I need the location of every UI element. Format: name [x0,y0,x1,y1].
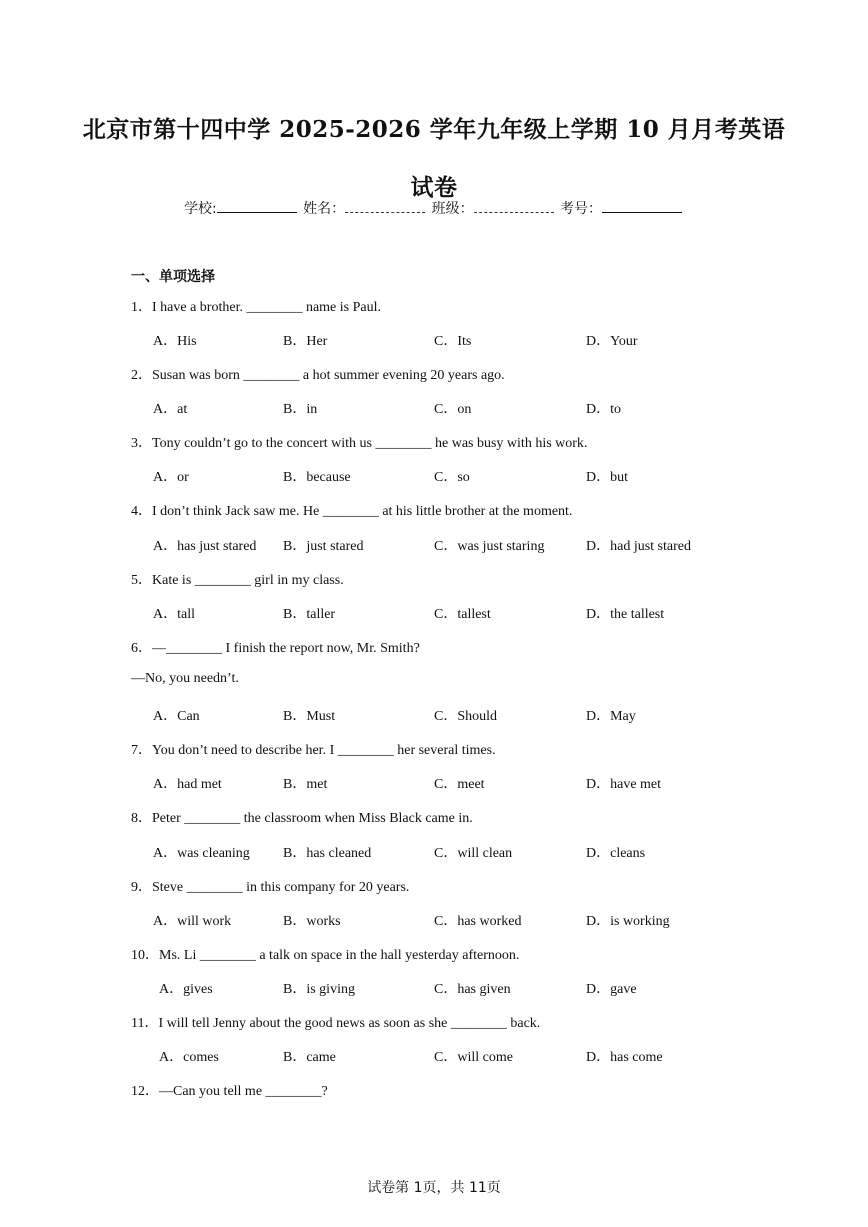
option-d[interactable]: D．has come [586,1050,663,1065]
option-c[interactable]: C．tallest [434,607,491,622]
question-stem: 3．Tony couldn’t go to the concert with us ________ he was busy with his work. [131,436,588,451]
option-a[interactable]: A．tall [153,607,195,622]
school-field[interactable] [217,198,297,213]
option-a[interactable]: A．will work [153,914,232,929]
option-d[interactable]: D．is working [586,914,670,929]
question-stem: 5．Kate is ________ girl in my class. [131,573,344,588]
question-stem: 10．Ms. Li ________ a talk on space in the hall yesterday afternoon. [131,948,520,963]
option-c[interactable]: C．so [434,470,470,485]
name-field[interactable] [345,198,425,213]
question-stem: 12．—Can you tell me ________? [131,1084,328,1099]
name-label: 姓名： [303,201,346,217]
option-b[interactable]: B．because [283,470,351,485]
option-d[interactable]: D．had just stared [586,539,691,554]
question-stem: 7．You don’t need to describe her. I ________ her several times. [131,743,496,758]
question-stem: 2．Susan was born ________ a hot summer evening 20 years ago. [131,368,505,383]
exam-number-label: 考号： [560,201,603,217]
exam-title [0,112,868,206]
exam-number-field[interactable] [602,198,682,213]
question-stem: 9．Steve ________ in this company for 20 years. [131,880,410,895]
option-b[interactable]: B．works [283,914,341,929]
option-d[interactable]: D．Your [586,334,638,349]
option-b[interactable]: B．Must [283,709,336,724]
title-line-1: 北京市第十四中学 2025-2026 学年九年级上学期 10 月月考英语 [82,116,786,143]
section-heading: 一、单项选择 [131,269,215,285]
option-c[interactable]: C．will come [434,1050,513,1065]
option-d[interactable]: D．cleans [586,846,646,861]
option-c[interactable]: C．Its [434,334,472,349]
option-c[interactable]: C．has given [434,982,511,997]
option-a[interactable]: A．His [153,334,197,349]
option-c[interactable]: C．on [434,402,472,417]
option-a[interactable]: A．gives [159,982,213,997]
option-d[interactable]: D．the tallest [586,607,665,622]
option-a[interactable]: A．has just stared [153,539,257,554]
option-c[interactable]: C．meet [434,777,485,792]
question-stem-reply: —No, you needn’t. [131,671,239,686]
option-d[interactable]: D．but [586,470,628,485]
option-b[interactable]: B．just stared [283,539,364,554]
option-a[interactable]: A．had met [153,777,222,792]
option-c[interactable]: C．Should [434,709,498,724]
option-c[interactable]: C．was just staring [434,539,545,554]
school-label: 学校: [183,201,217,217]
student-info-row [0,198,868,219]
question-stem: 8．Peter ________ the classroom when Miss Black came in. [131,811,473,826]
option-a[interactable]: A．comes [159,1050,219,1065]
option-a[interactable]: A．at [153,402,188,417]
page-footer: 试卷第 1页，共 11页 [367,1180,501,1196]
option-a[interactable]: A．was cleaning [153,846,250,861]
option-c[interactable]: C．has worked [434,914,522,929]
question-stem: 11．I will tell Jenny about the good news as soon as she ________ back. [131,1016,541,1031]
option-a[interactable]: A．Can [153,709,200,724]
class-label: 班级： [431,201,474,217]
option-c[interactable]: C．will clean [434,846,513,861]
option-b[interactable]: B．is giving [283,982,355,997]
option-d[interactable]: D．gave [586,982,637,997]
question-stem: 6．—________ I finish the report now, Mr. Smith? [131,641,420,656]
option-b[interactable]: B．taller [283,607,336,622]
option-a[interactable]: A．or [153,470,189,485]
question-stem: 4．I don’t think Jack saw me. He ________ at his little brother at the moment. [131,504,573,519]
title-line-2: 试卷 [410,174,458,201]
option-d[interactable]: D．have met [586,777,662,792]
option-b[interactable]: B．has cleaned [283,846,372,861]
option-b[interactable]: B．Her [283,334,328,349]
option-d[interactable]: D．to [586,402,621,417]
option-b[interactable]: B．met [283,777,328,792]
option-b[interactable]: B．came [283,1050,336,1065]
question-stem: 1．I have a brother. ________ name is Paul. [131,300,382,315]
option-b[interactable]: B．in [283,402,318,417]
class-field[interactable] [474,198,554,213]
option-d[interactable]: D．May [586,709,636,724]
